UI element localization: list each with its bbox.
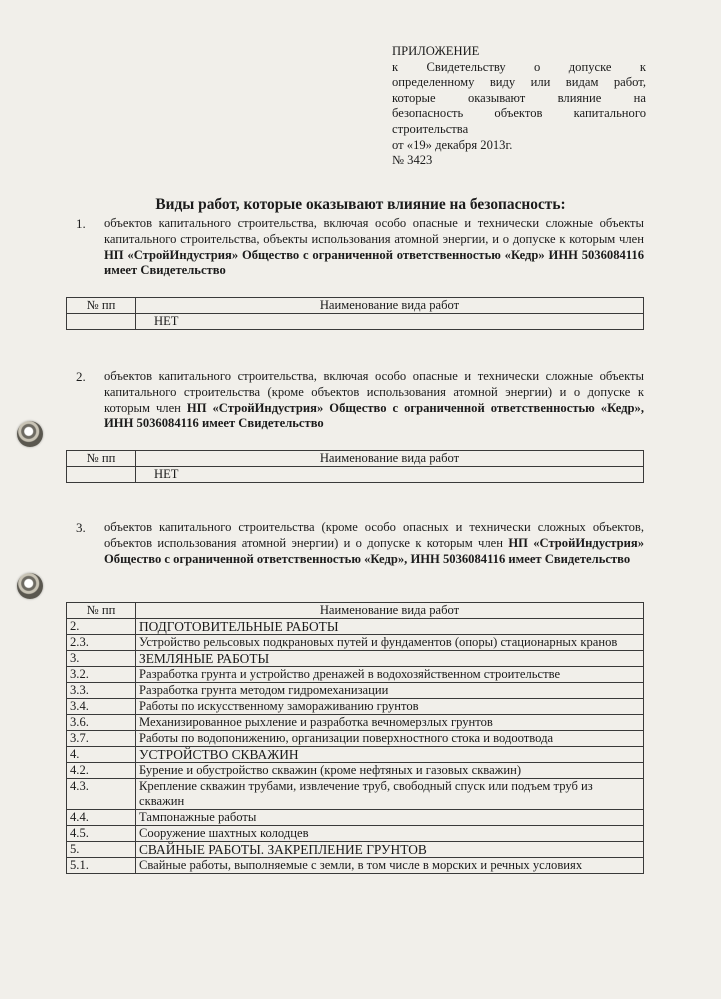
cell-num: 3.7.	[67, 731, 136, 747]
cell-num	[67, 314, 136, 330]
table-row	[67, 683, 644, 699]
cell-name: Устройство рельсовых подкрановых путей и фундаментов (опоры) стационарных кранов	[136, 635, 644, 651]
cell-name: Крепление скважин трубами, извлечение труб, свободный спуск или подъем труб из скважин	[136, 779, 644, 810]
table-row	[67, 747, 644, 763]
appendix-line: определенному виду или видам работ,	[392, 75, 646, 90]
section-number: 1.	[76, 216, 86, 231]
table-row	[67, 635, 644, 651]
section-plain-text: объектов капитального строительства, включая особо опасные и технически сложные объекты капитального строительства (кроме объектов использования атомной энергии) и о допуске к которым член	[104, 369, 644, 415]
cell-name: УСТРОЙСТВО СКВАЖИН	[136, 747, 644, 763]
table-row	[67, 667, 644, 683]
works-table-body	[67, 603, 644, 874]
table-row	[67, 779, 644, 810]
table-row	[67, 314, 644, 330]
table-row	[67, 619, 644, 635]
section-plain-text: объектов капитального строительства (кроме особо опасных и технически сложных объектов, объектов использования атомной энергии) и о допуске к которым член	[104, 520, 644, 550]
header-num: № пп	[67, 298, 136, 314]
appendix-date: от «19» декабря 2013г.	[392, 137, 513, 152]
cell-name: Разработка грунта и устройство дренажей в водохозяйственном строительстве	[136, 667, 644, 683]
table-row	[67, 699, 644, 715]
binder-ring-bottom	[17, 573, 43, 599]
cell-name: ПОДГОТОВИТЕЛЬНЫЕ РАБОТЫ	[136, 619, 644, 635]
section-text	[104, 216, 644, 279]
cell-num: 4.2.	[67, 763, 136, 779]
cell-name: Бурение и обустройство скважин (кроме нефтяных и газовых скважин)	[136, 763, 644, 779]
appendix-line: которые оказывают влияние на	[392, 90, 646, 105]
cell-name: Свайные работы, выполняемые с земли, в том числе в морских и речных условиях	[136, 858, 644, 874]
cell-num: 3.	[67, 651, 136, 667]
works-table-2	[66, 450, 644, 483]
table-row	[67, 651, 644, 667]
section-2	[76, 369, 644, 432]
cell-num: 4.4.	[67, 810, 136, 826]
cell-name: Работы по водопонижению, организации поверхностного стока и водоотвода	[136, 731, 644, 747]
table-header-row	[67, 298, 644, 314]
section-bold-text: НП «СтройИндустрия» Общество с ограниченной ответственностью «Кедр», ИНН 5036084116 имеет Свидетельство	[104, 400, 644, 431]
header-name: Наименование вида работ	[136, 298, 644, 314]
table-header-row	[67, 451, 644, 467]
cell-num: 2.3.	[67, 635, 136, 651]
section-number: 2.	[76, 369, 86, 384]
cell-name: Тампонажные работы	[136, 810, 644, 826]
cell-num: 4.5.	[67, 826, 136, 842]
table-row	[67, 810, 644, 826]
section-text	[104, 369, 644, 432]
appendix-number: № 3423	[392, 153, 433, 168]
cell-name: НЕТ	[136, 314, 644, 330]
cell-name: Сооружение шахтных колодцев	[136, 826, 644, 842]
section-bold-text: НП «СтройИндустрия» Общество с ограниченной ответственностью «Кедр», ИНН 5036084116 имеет Свидетельство	[104, 535, 644, 566]
table-row	[67, 842, 644, 858]
works-table-1	[66, 297, 644, 330]
cell-name: Механизированное рыхление и разработка вечномерзлых грунтов	[136, 715, 644, 731]
header-name: Наименование вида работ	[136, 451, 644, 467]
works-table-3	[66, 602, 644, 874]
cell-num: 3.6.	[67, 715, 136, 731]
cell-num: 3.3.	[67, 683, 136, 699]
section-number: 3.	[76, 520, 86, 535]
table-row	[67, 715, 644, 731]
cell-num: 3.4.	[67, 699, 136, 715]
cell-num: 5.	[67, 842, 136, 858]
header-num: № пп	[67, 603, 136, 619]
cell-name: НЕТ	[136, 467, 644, 483]
cell-name: ЗЕМЛЯНЫЕ РАБОТЫ	[136, 651, 644, 667]
section-1	[76, 216, 644, 279]
appendix-line: к Свидетельству о допуске к	[392, 59, 646, 74]
section-text	[104, 520, 644, 567]
page-title: Виды работ, которые оказывают влияние на безопасность:	[155, 196, 566, 213]
cell-num: 2.	[67, 619, 136, 635]
table-row	[67, 826, 644, 842]
table-header-row	[67, 603, 644, 619]
cell-name: Разработка грунта методом гидромеханизации	[136, 683, 644, 699]
cell-num: 3.2.	[67, 667, 136, 683]
table-row	[67, 731, 644, 747]
table-row	[67, 763, 644, 779]
cell-num: 4.	[67, 747, 136, 763]
appendix-title: ПРИЛОЖЕНИЕ	[392, 44, 480, 58]
section-bold-text: НП «СтройИндустрия» Общество с ограниченной ответственностью «Кедр» ИНН 5036084116 имеет Свидетельство	[104, 247, 644, 278]
cell-num	[67, 467, 136, 483]
header-num: № пп	[67, 451, 136, 467]
section-3	[76, 520, 644, 567]
appendix-header	[392, 44, 646, 169]
section-plain-text: объектов капитального строительства, включая особо опасные и технически сложные объекты капитального строительства, объекты использования атомной энергии, и о допуске к которым член	[104, 216, 644, 246]
cell-name: СВАЙНЫЕ РАБОТЫ. ЗАКРЕПЛЕНИЕ ГРУНТОВ	[136, 842, 644, 858]
cell-name: Работы по искусственному замораживанию грунтов	[136, 699, 644, 715]
table-row	[67, 467, 644, 483]
binder-ring-top	[17, 421, 43, 447]
cell-num: 5.1.	[67, 858, 136, 874]
header-name: Наименование вида работ	[136, 603, 644, 619]
appendix-line: безопасность объектов капитального	[392, 106, 646, 121]
appendix-line: строительства	[392, 121, 469, 136]
cell-num: 4.3.	[67, 779, 136, 810]
table-row	[67, 858, 644, 874]
